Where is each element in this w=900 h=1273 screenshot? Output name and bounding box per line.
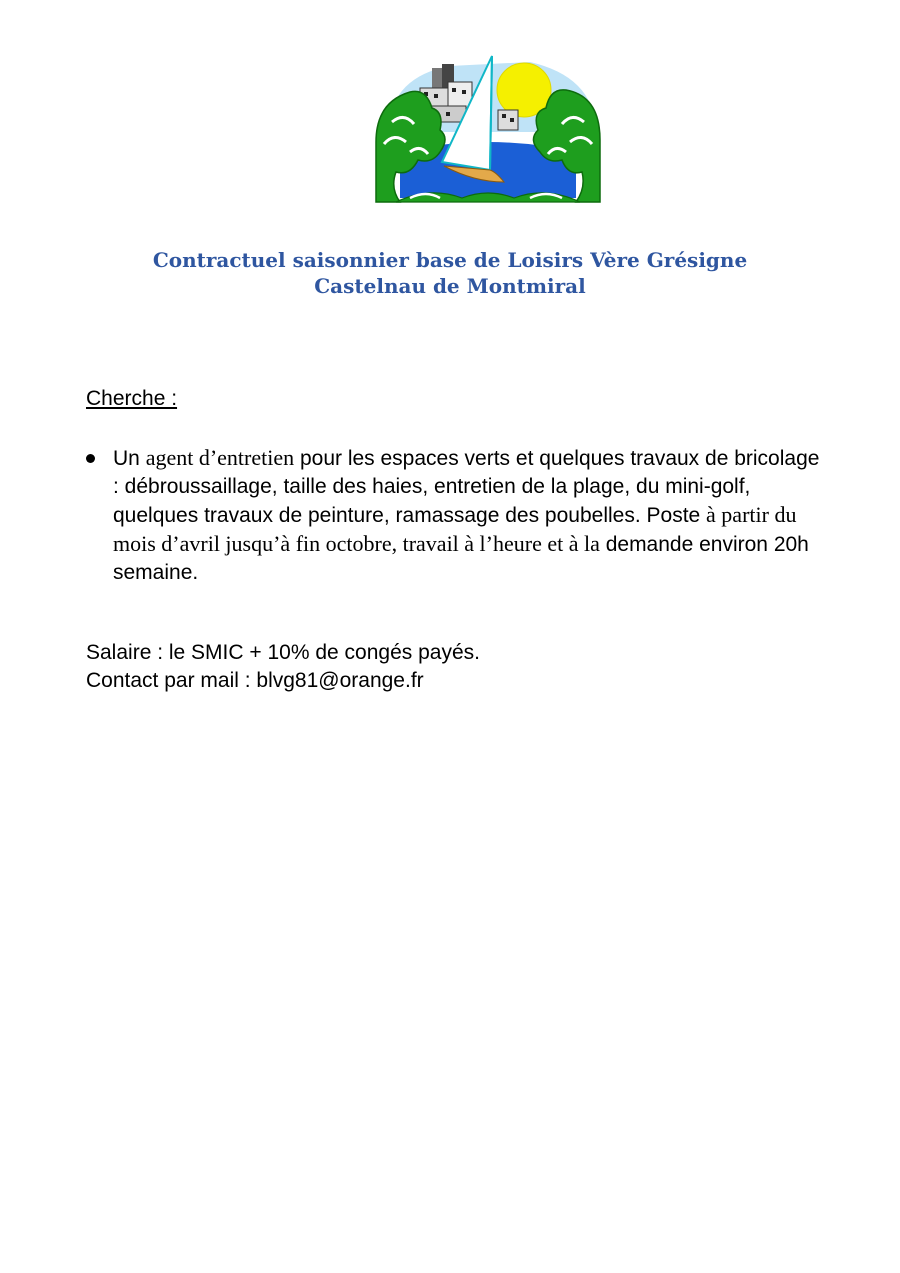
job-text-part-4: à partir du mois d’avril jusqu’à fin octobre, travail à l’heure et à la xyxy=(113,502,797,556)
job-info xyxy=(86,639,480,695)
job-description-text xyxy=(113,444,823,587)
title-line-1: Contractuel saisonnier base de Loisirs Vère Grésigne xyxy=(152,248,748,272)
contact-line: Contact par mail : blvg81@orange.fr xyxy=(86,669,424,692)
seeks-heading: Cherche : xyxy=(86,387,178,410)
title-line-2: Castelnau de Montmiral xyxy=(314,274,586,298)
job-text-part-3: pour les espaces verts et quelques travaux de bricolage : débroussaillage, taille des haies, entretien de la plage, du mini-golf, quelques travaux de peinture, ramassage des poubelles. Poste xyxy=(113,447,820,527)
document-title xyxy=(0,247,900,299)
salary-line: Salaire : le SMIC + 10% de congés payés. xyxy=(86,641,480,664)
base-de-loisirs-logo xyxy=(370,52,606,204)
job-text-part-1: Un xyxy=(113,447,146,470)
job-text-part-2: agent d’entretien xyxy=(145,445,295,470)
bullet-icon xyxy=(86,454,95,463)
job-text-part-5: demande environ 20h semaine. xyxy=(113,533,809,584)
